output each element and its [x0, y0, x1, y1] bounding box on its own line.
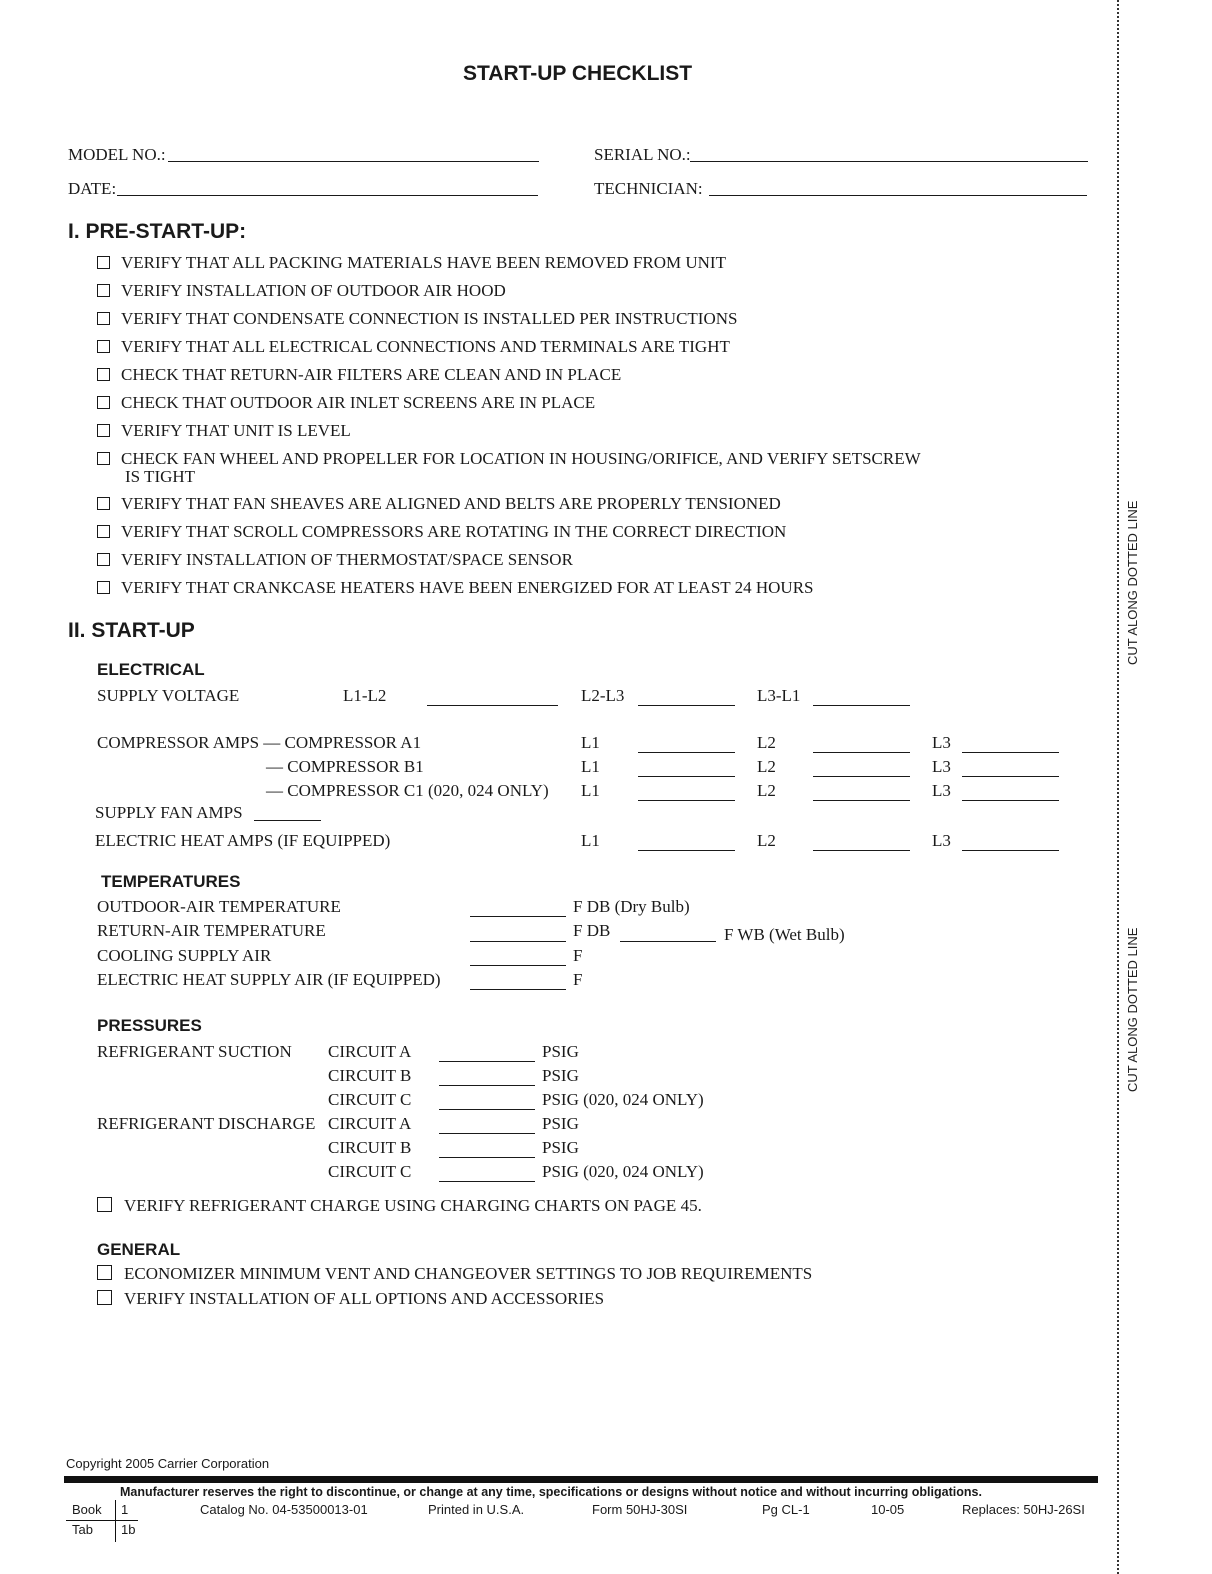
l1-label: L1: [581, 781, 600, 800]
checklist-item[interactable]: VERIFY INSTALLATION OF ALL OPTIONS AND ACCESSORIES: [97, 1290, 604, 1308]
a1-l1-field[interactable]: [638, 752, 735, 753]
l1-label: L1: [581, 757, 600, 776]
l2-l3-field[interactable]: [638, 705, 735, 706]
page-title: START-UP CHECKLIST: [463, 62, 693, 85]
b1-l2-field[interactable]: [813, 776, 910, 777]
f-label: F: [573, 946, 583, 965]
copyright: Copyright 2005 Carrier Corporation: [66, 1456, 270, 1471]
psig-c-label: PSIG (020, 024 ONLY): [542, 1162, 704, 1181]
checklist-item[interactable]: CHECK THAT OUTDOOR AIR INLET SCREENS ARE IN PLACE: [97, 394, 595, 412]
checkbox-icon[interactable]: [97, 424, 110, 437]
psig-label: PSIG: [542, 1114, 579, 1133]
suction-circuit-c-field[interactable]: [439, 1109, 535, 1110]
outdoor-air-field[interactable]: [470, 916, 566, 917]
checklist-item[interactable]: VERIFY THAT ALL ELECTRICAL CONNECTIONS AND TERMINALS ARE TIGHT: [97, 338, 730, 356]
footer-date: 10-05: [871, 1502, 905, 1517]
checklist-item[interactable]: VERIFY THAT CONDENSATE CONNECTION IS INSTALLED PER INSTRUCTIONS: [97, 310, 737, 328]
checkbox-icon[interactable]: [97, 1265, 112, 1280]
l1-l2-label: L1-L2: [343, 686, 387, 705]
checklist-item[interactable]: CHECK THAT RETURN-AIR FILTERS ARE CLEAN AND IN PLACE: [97, 366, 621, 384]
electric-heat-supply-label: ELECTRIC HEAT SUPPLY AIR (IF EQUIPPED): [97, 970, 441, 989]
checklist-item[interactable]: CHECK FAN WHEEL AND PROPELLER FOR LOCATION IN HOUSING/ORIFICE, AND VERIFY SETSCREW: [97, 450, 921, 468]
electric-heat-supply-field[interactable]: [470, 989, 566, 990]
section-startup: II. START-UP: [68, 619, 195, 642]
checklist-item[interactable]: VERIFY THAT CRANKCASE HEATERS HAVE BEEN ENERGIZED FOR AT LEAST 24 HOURS: [97, 579, 814, 597]
checkbox-icon[interactable]: [97, 368, 110, 381]
discharge-circuit-c-field[interactable]: [439, 1181, 535, 1182]
checklist-item[interactable]: VERIFY THAT ALL PACKING MATERIALS HAVE BEEN REMOVED FROM UNIT: [97, 254, 726, 272]
suction-circuit-b-label: CIRCUIT B: [328, 1066, 412, 1085]
return-air-field[interactable]: [470, 941, 566, 942]
suction-circuit-a-field[interactable]: [439, 1061, 535, 1062]
temperatures-heading: TEMPERATURES: [101, 872, 241, 891]
suction-circuit-c-label: CIRCUIT C: [328, 1090, 412, 1109]
psig-c-label: PSIG (020, 024 ONLY): [542, 1090, 704, 1109]
b1-l3-field[interactable]: [962, 776, 1059, 777]
discharge-circuit-c-label: CIRCUIT C: [328, 1162, 412, 1181]
cut-dotted-line: [1117, 0, 1119, 1574]
b1-l1-field[interactable]: [638, 776, 735, 777]
checklist-item[interactable]: VERIFY INSTALLATION OF OUTDOOR AIR HOOD: [97, 282, 506, 300]
discharge-circuit-a-field[interactable]: [439, 1133, 535, 1134]
heat-l1-field[interactable]: [638, 850, 735, 851]
tab-label: Tab: [72, 1522, 93, 1537]
heat-l2-field[interactable]: [813, 850, 910, 851]
psig-label: PSIG: [542, 1066, 579, 1085]
tab-value: 1b: [121, 1522, 136, 1537]
section-pre-startup: I. PRE-START-UP:: [68, 220, 247, 243]
checkbox-icon[interactable]: [97, 340, 110, 353]
suction-label: REFRIGERANT SUCTION: [97, 1042, 292, 1061]
electric-heat-amps-label: ELECTRIC HEAT AMPS (IF EQUIPPED): [95, 831, 391, 850]
l1-label: L1: [581, 733, 600, 752]
checkbox-icon[interactable]: [97, 1290, 112, 1305]
psig-label: PSIG: [542, 1042, 579, 1061]
verify-charge-item[interactable]: VERIFY REFRIGERANT CHARGE USING CHARGING CHARTS ON PAGE 45.: [97, 1197, 702, 1215]
checkbox-icon[interactable]: [97, 1197, 112, 1212]
replaces: Replaces: 50HJ-26SI: [962, 1502, 1085, 1517]
discharge-label: REFRIGERANT DISCHARGE: [97, 1114, 316, 1133]
compressor-c1-label: — COMPRESSOR C1 (020, 024 ONLY): [266, 781, 549, 800]
serial-field[interactable]: [690, 161, 1088, 162]
l3-label: L3: [932, 757, 951, 776]
checklist-item[interactable]: VERIFY THAT FAN SHEAVES ARE ALIGNED AND BELTS ARE PROPERLY TENSIONED: [97, 495, 781, 513]
l3-label: L3: [932, 781, 951, 800]
supply-voltage-label: SUPPLY VOLTAGE: [97, 686, 240, 705]
book-tab-divider: [115, 1500, 116, 1542]
printed-in: Printed in U.S.A.: [428, 1502, 525, 1517]
l2-label: L2: [757, 757, 776, 776]
model-field[interactable]: [168, 161, 539, 162]
discharge-circuit-a-label: CIRCUIT A: [328, 1114, 412, 1133]
fdb-dry-bulb-label: F DB (Dry Bulb): [573, 897, 690, 916]
discharge-circuit-b-field[interactable]: [439, 1157, 535, 1158]
date-label: DATE:: [68, 179, 117, 198]
suction-circuit-b-field[interactable]: [439, 1085, 535, 1086]
electrical-heading: ELECTRICAL: [97, 660, 205, 679]
book-value: 1: [121, 1502, 129, 1517]
l3-l1-label: L3-L1: [757, 686, 801, 705]
l3-label: L3: [932, 831, 951, 850]
checkbox-icon[interactable]: [97, 553, 110, 566]
checklist-item[interactable]: VERIFY INSTALLATION OF THERMOSTAT/SPACE SENSOR: [97, 551, 573, 569]
a1-l3-field[interactable]: [962, 752, 1059, 753]
psig-label: PSIG: [542, 1138, 579, 1157]
checkbox-icon[interactable]: [97, 497, 110, 510]
l3-l1-field[interactable]: [813, 705, 910, 706]
checkbox-icon[interactable]: [97, 284, 110, 297]
cut-along-label: CUT ALONG DOTTED LINE: [1125, 500, 1140, 665]
cooling-supply-label: COOLING SUPPLY AIR: [97, 946, 272, 965]
l1-label: L1: [581, 831, 600, 850]
checkbox-icon[interactable]: [97, 396, 110, 409]
checkbox-icon[interactable]: [97, 312, 110, 325]
l3-label: L3: [932, 733, 951, 752]
cut-along-label: CUT ALONG DOTTED LINE: [1125, 927, 1140, 1092]
compressor-b1-label: — COMPRESSOR B1: [266, 757, 424, 776]
cooling-supply-field[interactable]: [470, 965, 566, 966]
disclaimer: Manufacturer reserves the right to discontinue, or change at any time, specifications or designs without notice and without incurring obligations.: [120, 1485, 982, 1499]
general-heading: GENERAL: [97, 1240, 181, 1259]
form-number: Form 50HJ-30SI: [592, 1502, 688, 1517]
compressor-a1-label: COMPRESSOR AMPS — COMPRESSOR A1: [97, 733, 422, 752]
suction-circuit-a-label: CIRCUIT A: [328, 1042, 412, 1061]
catalog-number: Catalog No. 04-53500013-01: [200, 1502, 368, 1517]
footer-bar: [64, 1476, 1098, 1483]
checkbox-icon[interactable]: [97, 452, 110, 465]
checkbox-icon[interactable]: [97, 256, 110, 269]
technician-field[interactable]: [709, 195, 1087, 196]
c1-l1-field[interactable]: [638, 800, 735, 801]
return-air-label: RETURN-AIR TEMPERATURE: [97, 921, 326, 940]
wet-bulb-field[interactable]: [620, 941, 716, 942]
checklist-item[interactable]: VERIFY THAT UNIT IS LEVEL: [97, 422, 351, 440]
c1-l3-field[interactable]: [962, 800, 1059, 801]
a1-l2-field[interactable]: [813, 752, 910, 753]
l2-l3-label: L2-L3: [581, 686, 625, 705]
heat-l3-field[interactable]: [962, 850, 1059, 851]
date-field[interactable]: [117, 195, 538, 196]
technician-label: TECHNICIAN:: [594, 179, 703, 198]
checklist-item-continuation: IS TIGHT: [125, 467, 196, 486]
checkbox-icon[interactable]: [97, 525, 110, 538]
l2-label: L2: [757, 733, 776, 752]
outdoor-air-label: OUTDOOR-AIR TEMPERATURE: [97, 897, 341, 916]
page-number: Pg CL-1: [762, 1502, 810, 1517]
supply-fan-amps-label: SUPPLY FAN AMPS: [95, 803, 243, 822]
wet-bulb-label: F WB (Wet Bulb): [724, 925, 845, 944]
serial-label: SERIAL NO.:: [594, 145, 691, 164]
checklist-item[interactable]: ECONOMIZER MINIMUM VENT AND CHANGEOVER SETTINGS TO JOB REQUIREMENTS: [97, 1265, 812, 1283]
model-label: MODEL NO.:: [68, 145, 166, 164]
l1-l2-field[interactable]: [427, 705, 558, 706]
discharge-circuit-b-label: CIRCUIT B: [328, 1138, 412, 1157]
book-label: Book: [72, 1502, 102, 1517]
l2-label: L2: [757, 781, 776, 800]
book-tab-rule: [66, 1520, 138, 1521]
pressures-heading: PRESSURES: [97, 1016, 202, 1035]
fdb-label: F DB: [573, 921, 611, 940]
c1-l2-field[interactable]: [813, 800, 910, 801]
l2-label: L2: [757, 831, 776, 850]
checkbox-icon[interactable]: [97, 581, 110, 594]
f-label: F: [573, 970, 583, 989]
supply-fan-amps-field[interactable]: [254, 820, 321, 821]
checklist-item[interactable]: VERIFY THAT SCROLL COMPRESSORS ARE ROTATING IN THE CORRECT DIRECTION: [97, 523, 786, 541]
